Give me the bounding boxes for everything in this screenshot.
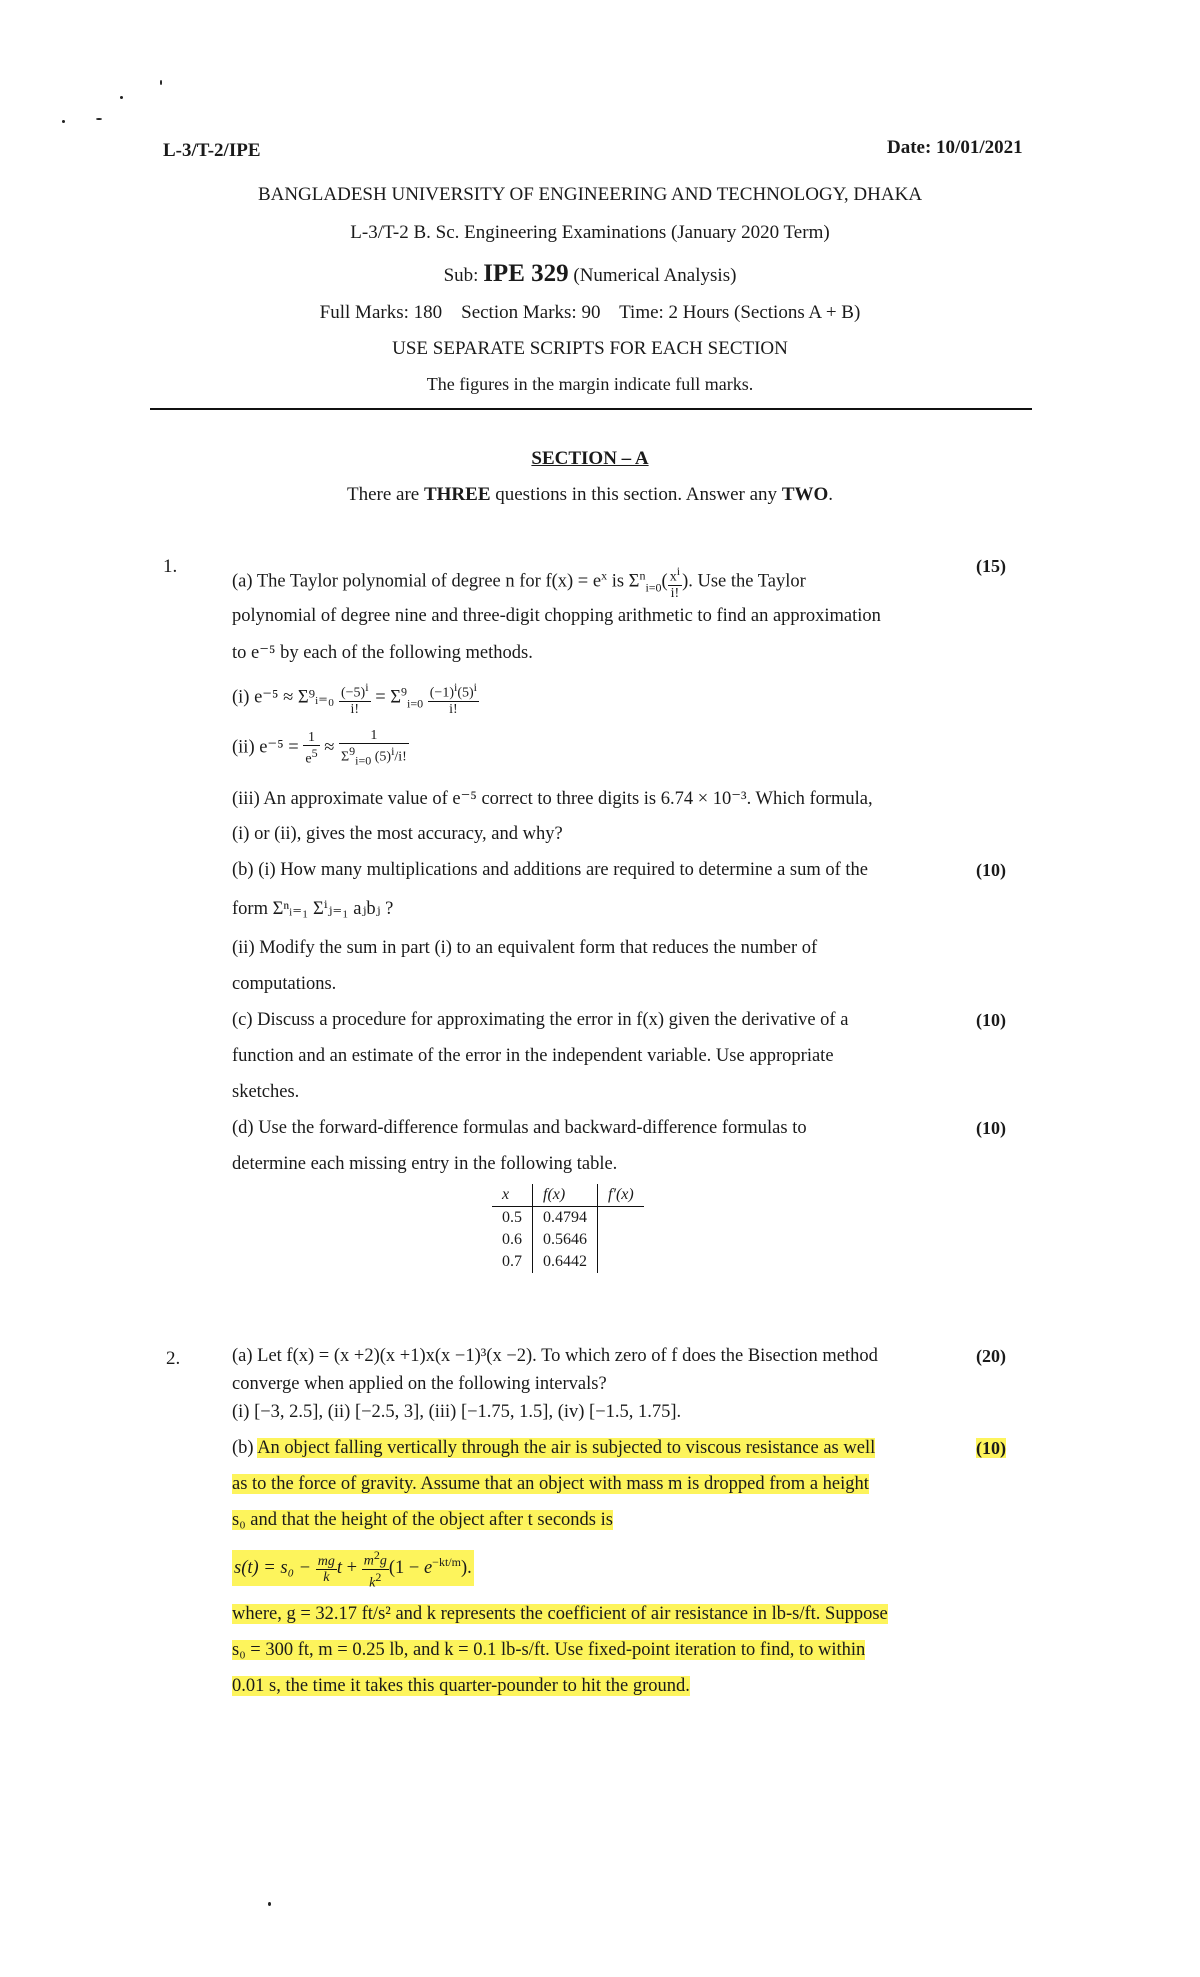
marks-1c: (10) [976,1010,1006,1030]
q2b-line1-text: An object falling vertically through the air is subjected to viscous resistance as well [257,1438,876,1458]
subject-code: IPE 329 [483,260,569,287]
section-instructions [150,484,1030,506]
table-cell [598,1207,644,1230]
header-rule [150,408,1032,410]
q1d-line2: determine each missing entry in the following table. [232,1154,618,1174]
university-name: BANGLADESH UNIVERSITY OF ENGINEERING AND TECHNOLOGY, DHAKA [257,184,923,205]
section-title-text: SECTION – A [531,448,649,469]
marks-2a: (20) [976,1346,1006,1366]
q1a-iii-line1: (iii) An approximate value of e⁻⁵ correct to three digits is 6.74 × 10⁻³. Which formula, [232,789,873,809]
scan-speck [160,80,162,85]
marks-2b-text: (10) [976,1438,1006,1458]
q1a-line2: polynomial of degree nine and three-digit chopping arithmetic to find an approximation [232,606,881,626]
scan-speck [96,118,102,120]
marks-2b [976,1438,1006,1459]
table-header-row [492,1184,644,1207]
q2b-line5-text: s₀ = 300 ft, m = 0.25 lb, and k = 0.1 lb-s/ft. Use fixed-point iteration to find, to within [232,1640,866,1660]
table-cell: 0.5 [492,1207,533,1230]
q1c-line1: (c) Discuss a procedure for approximating the error in f(x) given the derivative of a [232,1010,849,1030]
q1a-line1-pre: (a) The Taylor polynomial of degree n for f(x) = e [232,571,602,592]
table-header-fx: f(x) [533,1184,598,1207]
q1c-line2: function and an estimate of the error in the independent variable. Use appropriate [232,1046,834,1066]
q2b-prefix: (b) [232,1438,258,1458]
table-header-dfx: f′(x) [598,1184,644,1207]
scan-speck [120,96,123,99]
subject-prefix: Sub: [443,265,479,286]
q2b-line3-text: s₀ and that the height of the object after t seconds is [232,1510,613,1530]
q2b-line4-text: where, g = 32.17 ft/s² and k represents the coefficient of air resistance in lb-s/ft. Suppose [232,1604,888,1624]
q1b-line1: (b) (i) How many multiplications and additions are required to determine a sum of the [232,860,869,880]
table-cell: 0.4794 [533,1207,598,1230]
marks-line: Full Marks: 180 Section Marks: 90 Time: 2 Hours (Sections A + B) [319,302,861,323]
q2b-formula-highlight: s(t) = s₀ − $\frac{mg}{k}$ t + $\frac{m^2g}{k^2}$ $(1 - e^{-kt/m})$. [234,1548,472,1591]
q1a-line1: (a) The Taylor polynomial of degree n for $f(x) = e^x$ is $\Sigma^n_{i=0}$( $\frac{x^i}{i!}$ ). Use the Taylor [232,564,806,601]
q2b-line6-text: 0.01 s, the time it takes this quarter-pounder to hit the ground. [232,1676,690,1696]
q2a-line1: (a) Let f(x) = (x +2)(x +1)x(x −1)³(x −2). To which zero of f does the Bisection method [232,1346,878,1366]
q2b-line5 [232,1640,952,1661]
instr-end: . [828,484,834,505]
q1c-line3: sketches. [232,1082,300,1102]
table-row [492,1251,644,1273]
table-cell: 0.5646 [533,1229,598,1251]
section-title [150,448,1030,470]
q2b-line2 [232,1474,952,1495]
question-number: 1. [163,556,178,577]
q1a-line3: to e⁻⁵ by each of the following methods. [232,643,533,663]
subject-name: (Numerical Analysis) [573,265,737,286]
scan-speck [268,1902,271,1906]
instr-mid: questions in this section. Answer any [490,484,782,505]
q1a-i-label: (i) e⁻⁵ ≈ Σ⁹ᵢ₌₀ [232,687,335,708]
difference-table [492,1184,644,1273]
scan-speck [62,120,65,123]
marks-1d: (10) [976,1118,1006,1138]
q1b-line2: form Σⁿᵢ₌₁ Σⁱⱼ₌₁ aⱼbⱼ ? [232,899,394,919]
exam-date: Date: 10/01/2021 [887,137,1023,158]
table-row [492,1229,644,1251]
question-number: 2. [166,1348,181,1369]
q2b-line2-text: as to the force of gravity. Assume that an object with mass m is dropped from a height [232,1474,869,1494]
table-cell [598,1229,644,1251]
table-cell [598,1251,644,1273]
q1d-line1: (d) Use the forward-difference formulas and backward-difference formulas to [232,1118,807,1138]
instr-pre: There are [346,484,424,505]
marks-1b: (10) [976,860,1006,880]
q2b-formula-lhs: s(t) = s₀ − [234,1558,312,1579]
q1a-method-ii: (ii) e⁻⁵ = $\frac{1}{e^5}$ ≈ $\frac{1}{\Sigma^9_{i=0} (5)^i/i!}$ [232,728,407,768]
subject-line [150,260,1030,288]
instr-two: TWO [781,484,829,505]
table-cell: 0.6 [492,1229,533,1251]
q1b-line3: (ii) Modify the sum in part (i) to an equivalent form that reduces the number of [232,938,818,958]
q2b-line1 [232,1438,952,1459]
q2b-formula [232,1548,952,1590]
q2a-line2: converge when applied on the following intervals? [232,1374,607,1394]
table-row [492,1207,644,1230]
separate-scripts-note: USE SEPARATE SCRIPTS FOR EACH SECTION [392,338,788,359]
table-cell: 0.6442 [533,1251,598,1273]
course-code: L-3/T-2/IPE [163,140,261,161]
marks-1a: (15) [976,556,1006,576]
margin-note: The figures in the margin indicate full marks. [426,374,754,394]
instr-three: THREE [423,484,491,505]
table-cell: 0.7 [492,1251,533,1273]
q2b-line3 [232,1510,952,1531]
q1a-ii-label: (ii) e⁻⁵ = [232,737,299,758]
q1a-iii-line2: (i) or (ii), gives the most accuracy, and why? [232,824,563,844]
q2a-line3: (i) [−3, 2.5], (ii) [−2.5, 3], (iii) [−1.75, 1.5], (iv) [−1.5, 1.75]. [232,1402,682,1422]
q1a-method-i: (i) e⁻⁵ ≈ Σ⁹ᵢ₌₀ $\frac{(-5)^i}{i!}$ = $\Sigma^9_{i=0}$ $\frac{(-1)^i(5)^i}{i!}$ [232,680,478,717]
q1a-line1-post: Use the Taylor [692,571,806,592]
q2b-line4 [232,1604,952,1625]
q2b-line6 [232,1676,952,1697]
exam-title: L-3/T-2 B. Sc. Engineering Examinations (January 2020 Term) [350,222,830,243]
table-header-x: x [492,1184,533,1207]
q1b-line4: computations. [232,974,337,994]
